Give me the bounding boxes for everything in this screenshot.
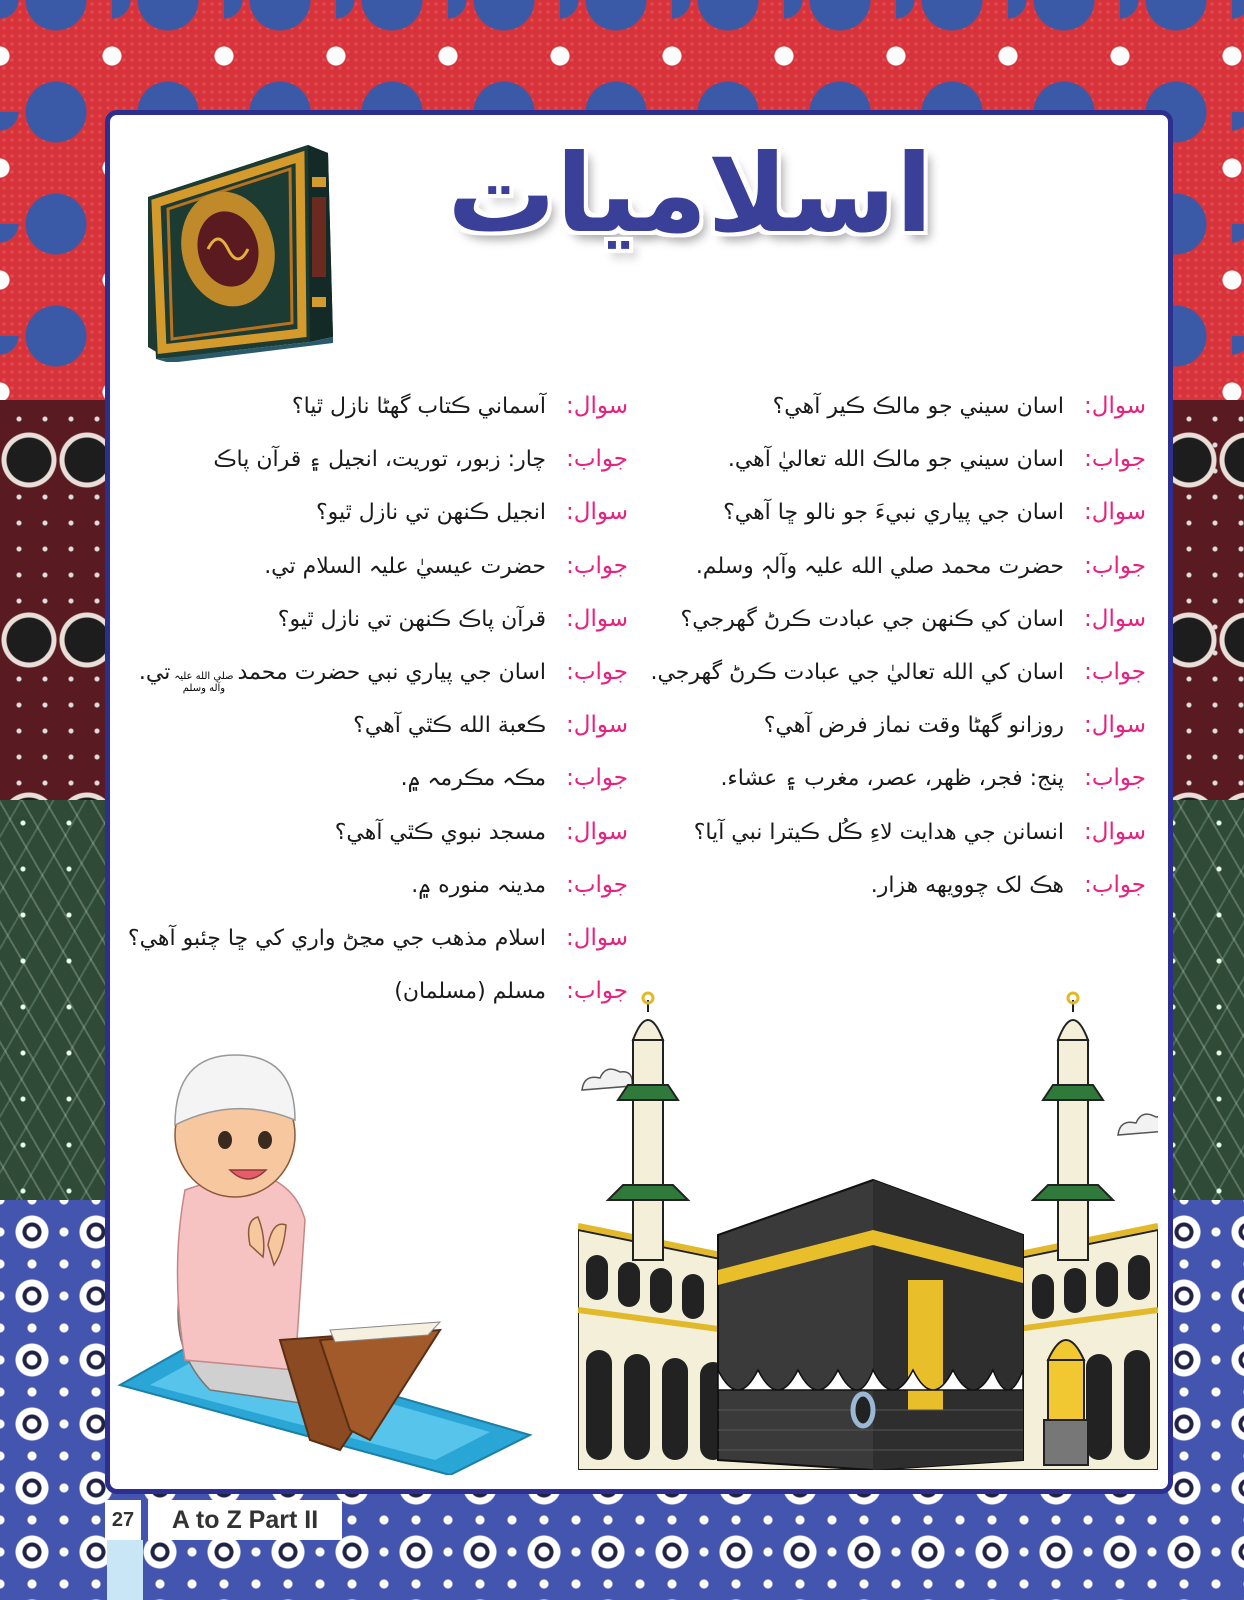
question-label: سوال:: [565, 818, 628, 845]
question-text: ڪعبة الله ڪٿي آهي؟: [353, 713, 546, 739]
qa-row: [118, 606, 628, 659]
question-label: سوال:: [1083, 818, 1146, 845]
question-label: سوال:: [1083, 499, 1146, 526]
answer-label: جواب:: [1084, 658, 1146, 685]
answer-suffix: تي.: [138, 659, 171, 685]
answer-text: اسان کي الله تعاليٰ جي عبادت ڪرڻ گھرجي.: [650, 659, 1064, 685]
honorific-salutation: [174, 671, 233, 695]
answer-label: جواب:: [1084, 871, 1146, 898]
qa-row: [646, 765, 1146, 818]
answer-text: حضرت عيسيٰ عليہ السلام تي.: [264, 553, 546, 579]
minaret-left: [608, 993, 688, 1260]
qa-row: [646, 659, 1146, 712]
qa-row: [646, 499, 1146, 552]
page-number: 27: [105, 1500, 141, 1540]
question-text: اسان سيني جو مالڪ ڪير آهي؟: [772, 394, 1064, 419]
answer-label: جواب:: [1084, 765, 1146, 792]
page-title: اسلاميات: [447, 132, 933, 257]
book-title: A to Z Part II: [148, 1500, 342, 1540]
qa-row: [646, 553, 1146, 606]
qa-column-left: [118, 393, 628, 1031]
question-text: روزانو گھڻا وقت نماز فرض آهي؟: [763, 713, 1064, 739]
qa-row: [646, 446, 1146, 499]
answer-label: جواب:: [566, 978, 628, 1005]
answer-label: جواب:: [566, 871, 628, 898]
answer-label: جواب:: [566, 446, 628, 473]
answer-label: جواب:: [566, 552, 628, 579]
question-label: سوال:: [1083, 393, 1146, 419]
answer-label: جواب:: [1084, 552, 1146, 579]
answer-text: اسان سيني جو مالڪ الله تعاليٰ آهي.: [727, 447, 1064, 473]
qa-row: [118, 499, 628, 552]
qa-column-right: [646, 393, 1146, 925]
answer-label: جواب:: [566, 765, 628, 792]
answer-text: هڪ لک چوويهه هزار.: [870, 872, 1064, 898]
qa-row: [646, 819, 1146, 872]
question-text: قرآن پاڪ ڪنهن تي نازل ٿيو؟: [277, 606, 546, 632]
qa-row: [118, 819, 628, 872]
qa-row: [118, 765, 628, 818]
answer-label: جواب:: [566, 658, 628, 685]
question-label: سوال:: [565, 924, 628, 951]
question-text: اسان کي ڪنهن جي عبادت ڪرڻ گھرجي؟: [680, 606, 1064, 632]
answer-text: حضرت محمد صلي الله عليہ وآلہٖ وسلم.: [695, 553, 1064, 579]
question-text: اسان جي پياري نبيءَ جو نالو ڇا آهي؟: [723, 500, 1064, 526]
praying-boy-illustration: [110, 1030, 560, 1475]
qa-row: [118, 659, 628, 712]
answer-text: مسلم (مسلمان): [394, 979, 546, 1005]
question-label: سوال:: [565, 393, 628, 419]
question-label: سوال:: [1083, 712, 1146, 739]
minaret-right: [1033, 993, 1113, 1260]
footer-accent-strip: [107, 1540, 143, 1600]
question-text: اسلام مذهب جي مڃڻ واري کي ڇا چئبو آهي؟: [127, 925, 546, 951]
qa-row: [646, 872, 1146, 925]
question-label: سوال:: [565, 605, 628, 632]
question-label: سوال:: [565, 712, 628, 739]
honorific-top: صلي الله عليہ: [174, 670, 234, 682]
page-card: [105, 110, 1173, 1494]
answer-text: چار: زبور، توريت، انجيل ۽ قرآن پاڪ: [213, 447, 546, 473]
kaaba-illustration: [578, 990, 1158, 1470]
qa-row: [118, 712, 628, 765]
qa-row: [646, 606, 1146, 659]
honorific-bottom: وآله وسلم: [182, 682, 226, 694]
quran-book-icon: [128, 137, 338, 362]
qa-row: [118, 925, 628, 978]
qa-row: [118, 393, 628, 446]
qa-row: [118, 978, 628, 1031]
qa-row: [118, 872, 628, 925]
answer-label: جواب:: [1084, 446, 1146, 473]
answer-text: اسان جي پياري نبي حضرت محمد: [237, 659, 546, 685]
question-label: سوال:: [1083, 605, 1146, 632]
qa-row: [118, 553, 628, 606]
answer-text: پنج: فجر، ظهر، عصر، مغرب ۽ عشاء.: [720, 766, 1064, 792]
answer-text: مدينہ منوره ۾.: [411, 872, 546, 898]
qa-row: [646, 712, 1146, 765]
question-text: آسماني ڪتاب گھڻا نازل ٿيا؟: [291, 394, 546, 419]
qa-row: [646, 393, 1146, 446]
qa-row: [118, 446, 628, 499]
question-text: مسجد نبوي ڪٿي آهي؟: [334, 819, 546, 845]
question-text: انجيل ڪنهن تي نازل ٿيو؟: [315, 500, 546, 526]
question-label: سوال:: [565, 499, 628, 526]
question-text: انسانن جي هدايت لاءِ ڪُل ڪيترا نبي آيا؟: [693, 819, 1064, 845]
answer-text: مڪہ مڪرمہ ۾.: [400, 766, 546, 792]
